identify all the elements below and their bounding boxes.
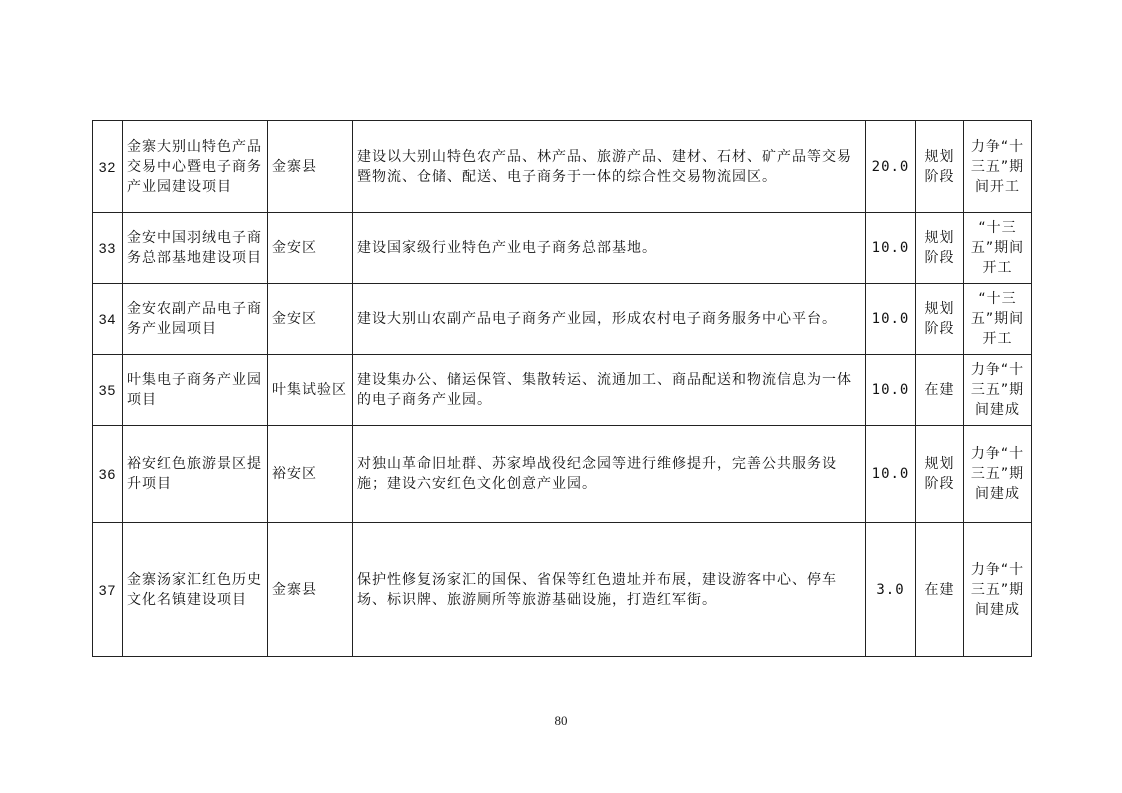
- project-goal: “十三五”期间开工: [964, 284, 1032, 355]
- project-name: 金寨汤家汇红色历史文化名镇建设项目: [123, 523, 268, 657]
- project-name: 金安中国羽绒电子商务总部基地建设项目: [123, 213, 268, 284]
- project-goal: 力争“十三五”期间开工: [964, 121, 1032, 213]
- table-body: [93, 121, 1032, 657]
- project-investment: 10.0: [866, 426, 916, 523]
- project-stage: 规划阶段: [916, 284, 964, 355]
- row-number: 32: [93, 121, 123, 213]
- table-row: [93, 523, 1032, 657]
- project-content: 对独山革命旧址群、苏家埠战役纪念园等进行维修提升，完善公共服务设施；建设六安红色文化创意产业园。: [353, 426, 866, 523]
- project-goal: 力争“十三五”期间建成: [964, 523, 1032, 657]
- project-stage: 在建: [916, 355, 964, 426]
- project-location: 叶集试验区: [268, 355, 353, 426]
- project-name: 金寨大别山特色产品交易中心暨电子商务产业园建设项目: [123, 121, 268, 213]
- project-investment: 3.0: [866, 523, 916, 657]
- project-investment: 10.0: [866, 355, 916, 426]
- project-content: 建设集办公、储运保管、集散转运、流通加工、商品配送和物流信息为一体的电子商务产业园。: [353, 355, 866, 426]
- project-content: 保护性修复汤家汇的国保、省保等红色遗址并布展，建设游客中心、停车场、标识牌、旅游厕所等旅游基础设施，打造红军街。: [353, 523, 866, 657]
- project-investment: 20.0: [866, 121, 916, 213]
- project-goal: “十三五”期间开工: [964, 213, 1032, 284]
- project-goal: 力争“十三五”期间建成: [964, 426, 1032, 523]
- project-name: 裕安红色旅游景区提升项目: [123, 426, 268, 523]
- project-location: 金寨县: [268, 121, 353, 213]
- project-name: 金安农副产品电子商务产业园项目: [123, 284, 268, 355]
- project-content: 建设国家级行业特色产业电子商务总部基地。: [353, 213, 866, 284]
- project-name: 叶集电子商务产业园项目: [123, 355, 268, 426]
- project-location: 裕安区: [268, 426, 353, 523]
- table-row: [93, 426, 1032, 523]
- project-table: [92, 120, 1032, 657]
- row-number: 35: [93, 355, 123, 426]
- project-location: 金安区: [268, 213, 353, 284]
- row-number: 33: [93, 213, 123, 284]
- project-goal: 力争“十三五”期间建成: [964, 355, 1032, 426]
- project-stage: 规划阶段: [916, 213, 964, 284]
- table-row: [93, 213, 1032, 284]
- project-stage: 规划阶段: [916, 426, 964, 523]
- row-number: 36: [93, 426, 123, 523]
- project-content: 建设以大别山特色农产品、林产品、旅游产品、建材、石材、矿产品等交易暨物流、仓储、配送、电子商务于一体的综合性交易物流园区。: [353, 121, 866, 213]
- project-location: 金安区: [268, 284, 353, 355]
- project-investment: 10.0: [866, 213, 916, 284]
- row-number: 37: [93, 523, 123, 657]
- table-row: [93, 284, 1032, 355]
- project-stage: 规划阶段: [916, 121, 964, 213]
- table-row: [93, 355, 1032, 426]
- page-number: 80: [554, 713, 568, 728]
- row-number: 34: [93, 284, 123, 355]
- project-location: 金寨县: [268, 523, 353, 657]
- project-content: 建设大别山农副产品电子商务产业园，形成农村电子商务服务中心平台。: [353, 284, 866, 355]
- project-investment: 10.0: [866, 284, 916, 355]
- table-row: [93, 121, 1032, 213]
- project-stage: 在建: [916, 523, 964, 657]
